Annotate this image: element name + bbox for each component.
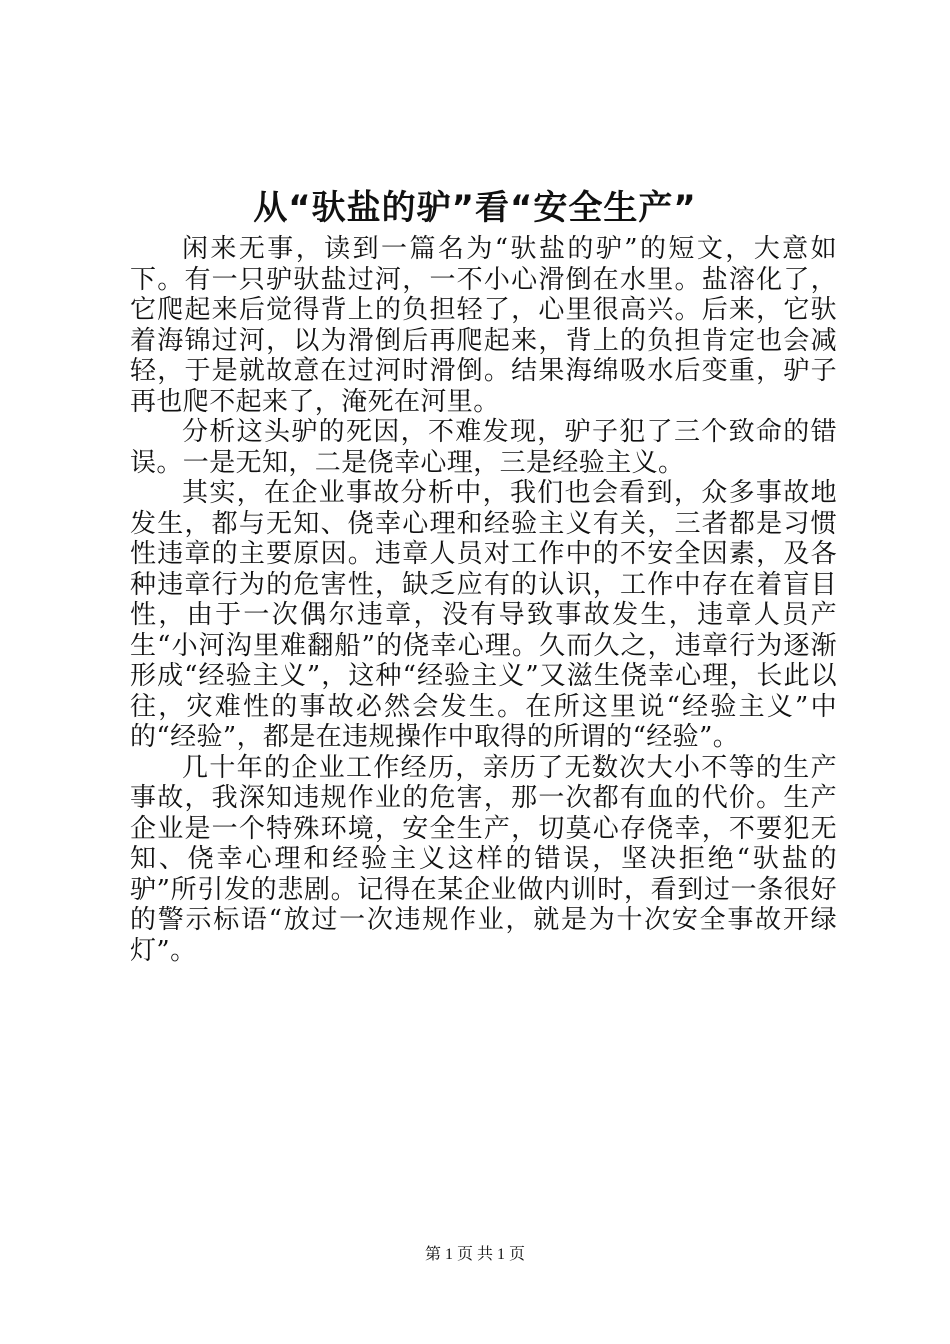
paragraph-3: 其实，在企业事故分析中，我们也会看到，众多事故地发生，都与无知、侥幸心理和经验主义有关，三者都是习惯性违章的主要原因。违章人员对工作中的不安全因素，及各种违章行为的危害性，缺乏应有的认识，工作中存在着盲目性，由于一次偶尔违章，没有导致事故发生，违章人员产生“小河沟里难翻船”的侥幸心理。久而久之，违章行为逐渐形成“经验主义”，这种“经验主义”又滋生侥幸心理，长此以往，灾难性的事故必然会发生。在所这里说“经验主义”中的“经验”，都是在违规操作中取得的所谓的“经验”。 — [130, 478, 837, 752]
paragraph-2: 分析这头驴的死因，不难发现，驴子犯了三个致命的错误。一是无知，二是侥幸心理，三是经验主义。 — [130, 417, 837, 478]
page-number-footer: 第 1 页 共 1 页 — [424, 1246, 525, 1263]
document-title: 从“驮盐的驴”看“安全生产” — [253, 188, 697, 228]
paragraph-4: 几十年的企业工作经历，亲历了无数次大小不等的生产事故，我深知违规作业的危害，那一次都有血的代价。生产企业是一个特殊环境，安全生产，切莫心存侥幸，不要犯无知、侥幸心理和经验主义这样的错误，坚决拒绝“驮盐的驴”所引发的悲剧。记得在某企业做内训时，看到过一条很好的警示标语“放过一次违规作业，就是为十次安全事故开绿灯”。 — [130, 752, 837, 966]
document-body — [130, 234, 837, 966]
paragraph-1: 闲来无事，读到一篇名为“驮盐的驴”的短文，大意如下。有一只驴驮盐过河，一不小心滑倒在水里。盐溶化了，它爬起来后觉得背上的负担轻了，心里很高兴。后来，它驮着海锦过河，以为滑倒后再爬起来，背上的负担肯定也会减轻，于是就故意在过河时滑倒。结果海绵吸水后变重，驴子再也爬不起来了，淹死在河里。 — [130, 234, 837, 417]
